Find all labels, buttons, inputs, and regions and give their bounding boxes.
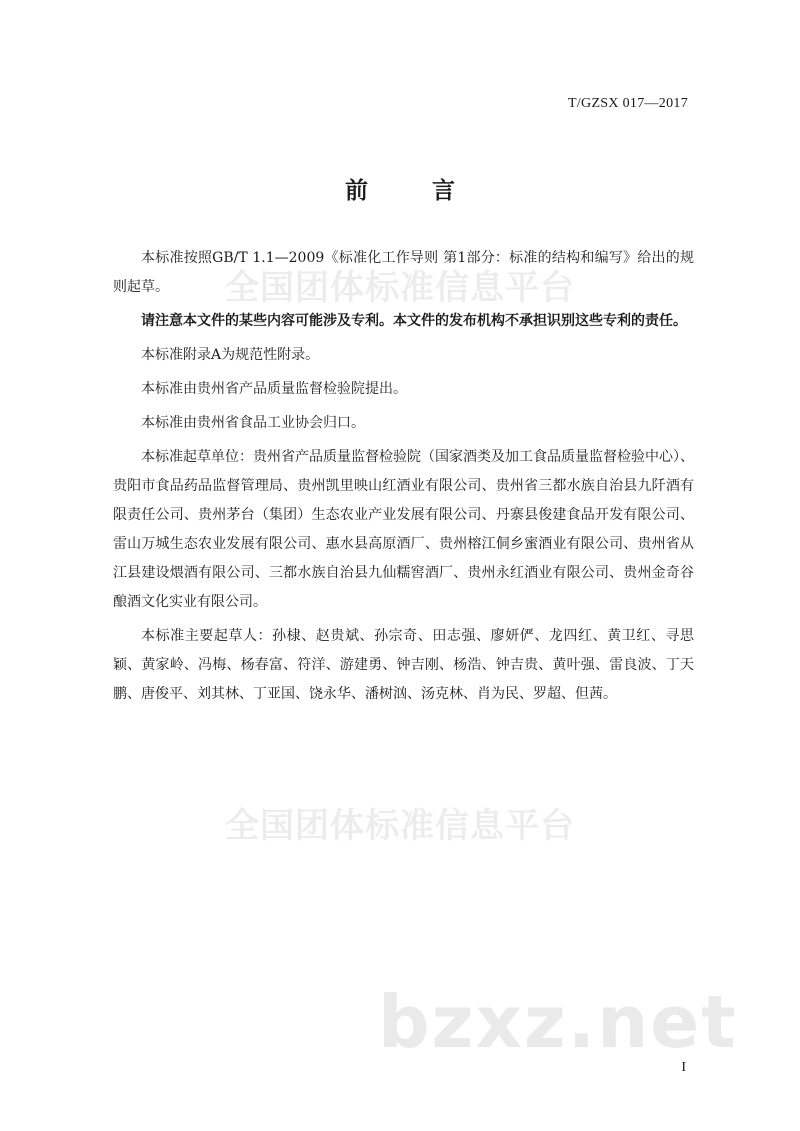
page-number: I bbox=[681, 1060, 686, 1075]
paragraph-administrator: 本标准由贵州省食品工业协会归口。 bbox=[141, 415, 365, 431]
paragraph-patent-notice: 请注意本文件的某些内容可能涉及专利。本文件的发布机构不承担识别这些专利的责任。 bbox=[141, 313, 687, 329]
document-body bbox=[113, 244, 694, 714]
watermark-text: 全国团体标准信息平台 bbox=[225, 268, 575, 308]
paragraph-drafting-units: 本标准起草单位：贵州省产品质量监督检验院（国家酒类及加工食品质量监督检验中心）、贵阳市食品药品监督管理局、贵州凯里映山红酒业有限公司、贵州省三都水族自治县九阡酒有限责任公司、贵州茅台（集团）生态农业产业发展有限公司、丹寨县俊建食品开发有限公司、雷山万城生态农业发展有限公司、惠水县高原酒厂、贵州榕江侗乡蜜酒业有限公司、贵州省从江县建设煨酒有限公司、三都水族自治县九仙糯窖酒厂、贵州永红酒业有限公司、贵州金奇谷酿酒文化实业有限公司。 bbox=[113, 449, 694, 610]
paragraph-drafters: 本标准主要起草人：孙棣、赵贵斌、孙宗奇、田志强、廖妍俨、龙四红、黄卫红、寻思颖、黄家岭、冯梅、杨春富、符洋、游建勇、钟吉刚、杨浩、钟吉贵、黄叶强、雷良波、丁天鹏、唐俊平、刘其林、丁亚国、饶永华、潘树汹、汤克林、肖为民、罗超、但茜。 bbox=[113, 628, 694, 702]
document-code: T/GZSX 017—2017 bbox=[568, 96, 688, 111]
paragraph-proposer: 本标准由贵州省产品质量监督检验院提出。 bbox=[141, 381, 407, 397]
watermark-text: 全国团体标准信息平台 bbox=[225, 806, 575, 846]
site-watermark: bzxz.net bbox=[378, 980, 738, 1064]
paragraph-appendix: 本标准附录A为规范性附录。 bbox=[141, 347, 320, 363]
section-title: 前 言 bbox=[344, 178, 483, 204]
paragraph-drafting-rules: 本标准按照GB/T 1.1—2009《标准化工作导则 第1部分：标准的结构和编写》给出的规则起草。 bbox=[113, 250, 694, 295]
